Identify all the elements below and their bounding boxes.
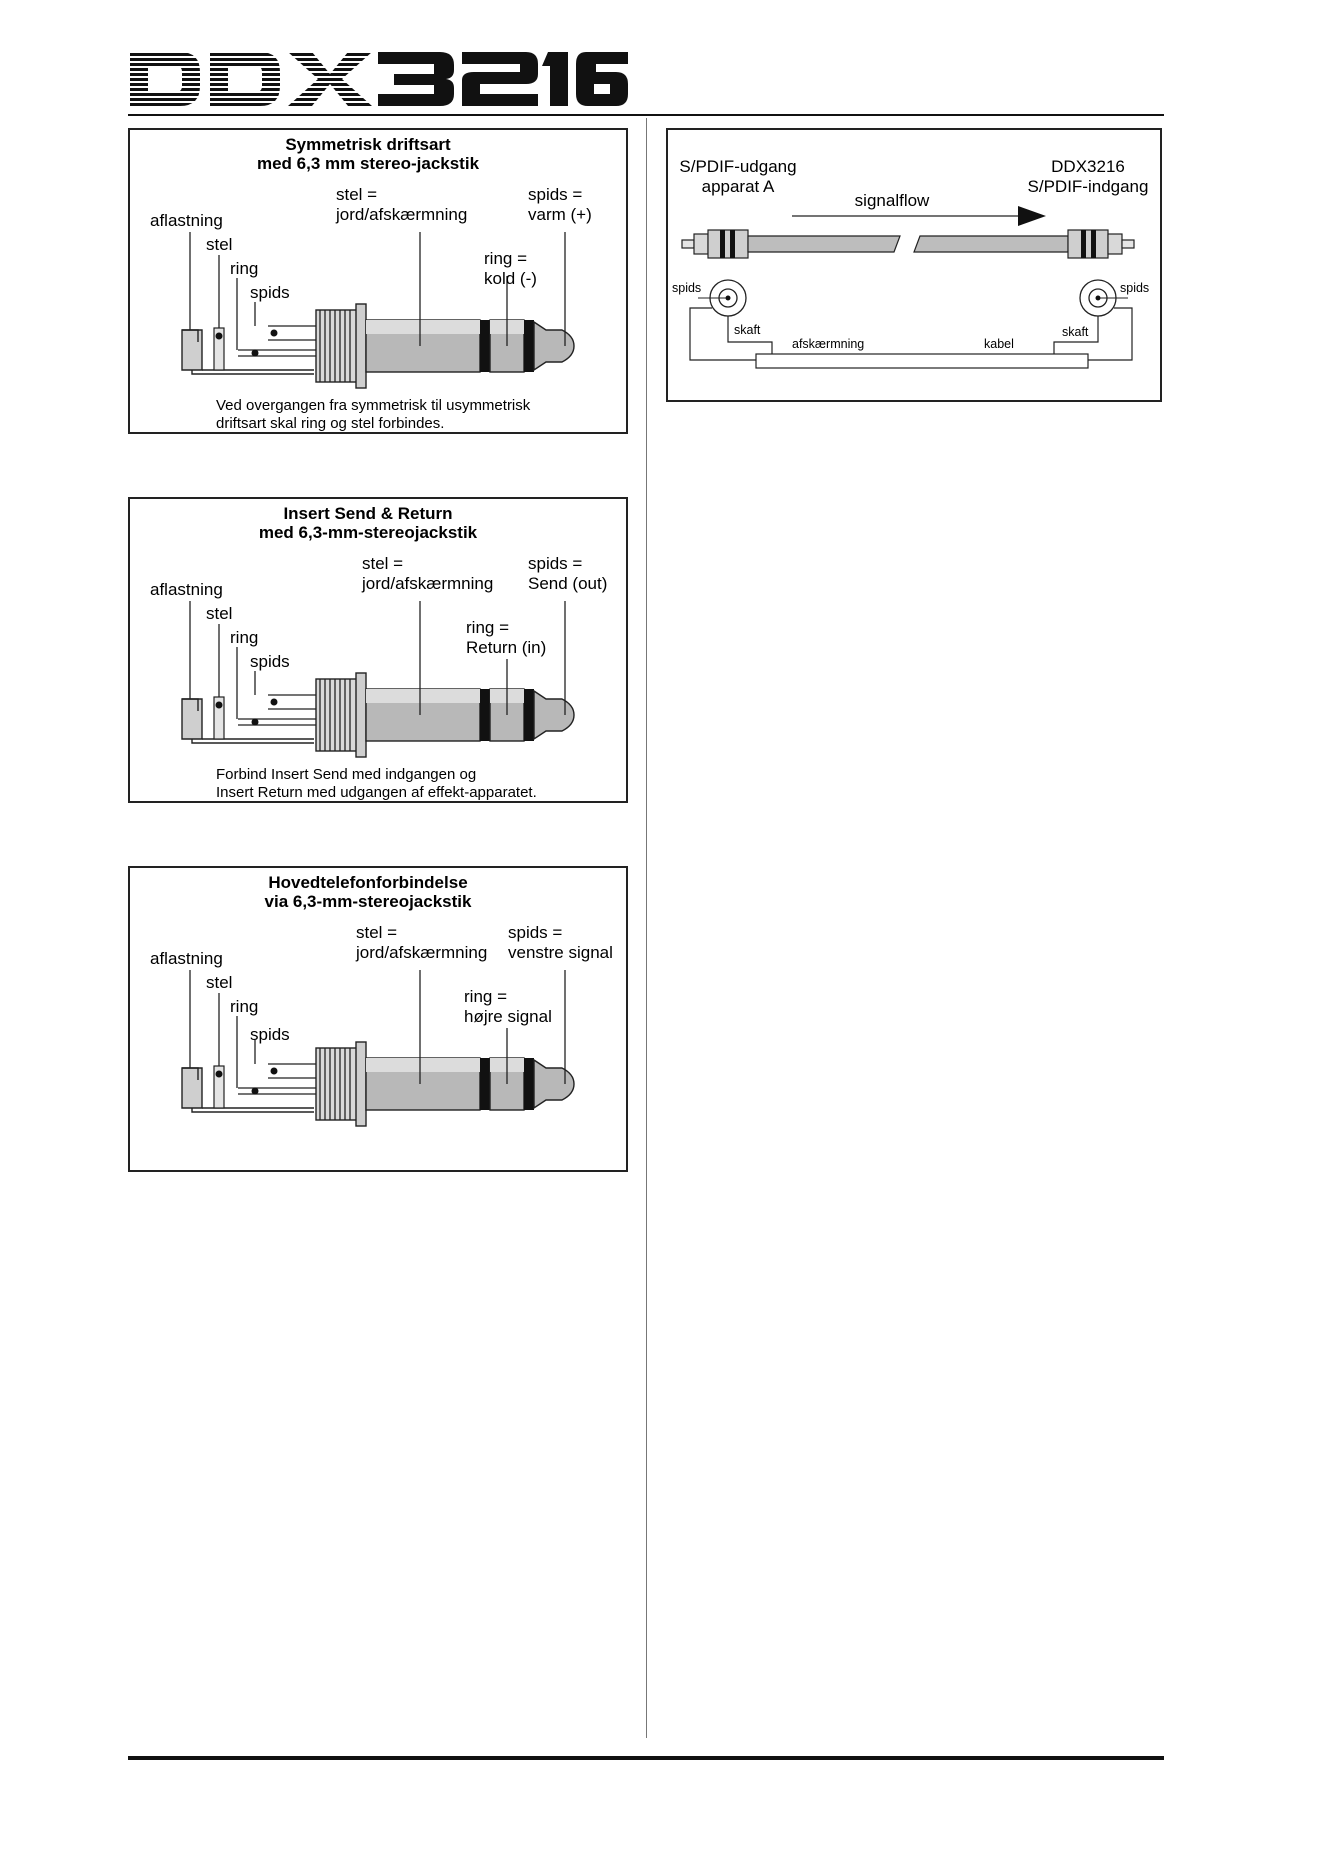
label-ring-line1: ring = [464,987,507,1006]
threaded-collar [316,310,358,382]
stereo-jack-plug [182,673,574,757]
insulator [480,320,490,372]
label-tip-line1: spids = [528,554,583,573]
label-aflastning: aflastning [150,580,223,599]
label-ring-line2: højre signal [464,1007,552,1026]
label-tip-line2: Send (out) [528,574,608,593]
label-ring-line2: Return (in) [466,638,547,657]
signalflow-label: signalflow [854,191,930,210]
strain-relief [182,330,202,370]
label-aflastning: aflastning [150,211,223,230]
tip-contact [534,322,574,370]
panel-title-line2: med 6,3-mm-stereojackstik [258,523,478,542]
label-stel: stel [206,973,233,992]
label-ring: ring [230,997,259,1016]
label-stel: stel [206,604,233,623]
label-aflastning: aflastning [150,949,223,968]
spdif-spids-right: spids [1120,281,1150,295]
panel-balanced-jack [128,128,628,434]
label-ring-line1: ring = [466,618,509,637]
panel-title-line2: via 6,3-mm-stereojackstik [264,892,472,911]
label-body-line1: stel = [362,554,404,573]
label-tip-line1: spids = [508,923,563,942]
note-line2: Insert Return med udgangen af effekt-apparatet. [216,784,537,801]
label-tip-line2: venstre signal [508,943,613,962]
spdif-dest-line1: DDX3216 [1051,157,1125,176]
panel-headphone-jack [128,866,628,1172]
note-line1: Forbind Insert Send med indgangen og [216,766,477,783]
label-tip-line2: varm (+) [528,205,592,224]
panel-title-line1: Hovedtelefonforbindelse [268,873,468,892]
label-spids: spids [250,1025,290,1044]
spdif-skaft-left: skaft [734,323,761,337]
spdif-source-line1: S/PDIF-udgang [679,157,797,176]
spdif-cable-label: kabel [984,337,1014,351]
label-spids: spids [250,652,290,671]
note-line2: driftsart skal ring og stel forbindes. [216,415,445,432]
jack-diagram [130,868,630,1174]
header-rule [128,114,1164,116]
label-ring: ring [230,259,259,278]
label-stel: stel [206,235,233,254]
label-ring-line1: ring = [484,249,527,268]
panel-spdif [666,128,1162,402]
label-ring-line2: kold (-) [484,269,537,288]
rca-end-left [698,280,746,316]
column-divider [646,118,647,1738]
stereo-jack-plug [182,304,574,388]
spdif-source-line2: apparat A [701,177,775,196]
spdif-diagram [668,130,1164,404]
spdif-dest-line2: S/PDIF-indgang [1027,177,1149,196]
label-ring: ring [230,628,259,647]
signalflow-arrow-head [1018,206,1046,226]
spdif-skaft-right: skaft [1062,325,1089,339]
spdif-shield-label: afskærmning [792,337,865,351]
rca-plug-right [914,230,1134,258]
rca-plug-left [682,230,900,258]
note-line1: Ved overgangen fra symmetrisk til usymmetrisk [216,397,531,414]
jack-diagram [130,130,630,436]
stereo-jack-plug [182,1042,574,1126]
label-body-line1: stel = [356,923,398,942]
panel-title-line1: Insert Send & Return [283,504,453,523]
panel-title-line2: med 6,3 mm stereo-jackstik [256,154,480,173]
jack-diagram [130,499,630,805]
panel-title-line1: Symmetrisk driftsart [285,135,451,154]
panel-insert-jack [128,497,628,803]
label-body-line1: stel = [336,185,378,204]
label-spids: spids [250,283,290,302]
ddx3216-logo [128,48,628,110]
label-tip-line1: spids = [528,185,583,204]
footer-rule [128,1756,1164,1760]
label-body-line2: jord/afskærmning [336,205,468,224]
label-body-line2: jord/afskærmning [362,574,494,593]
cable-body [756,354,1088,368]
label-body-line2: jord/afskærmning [356,943,488,962]
spdif-spids-left: spids [672,281,702,295]
